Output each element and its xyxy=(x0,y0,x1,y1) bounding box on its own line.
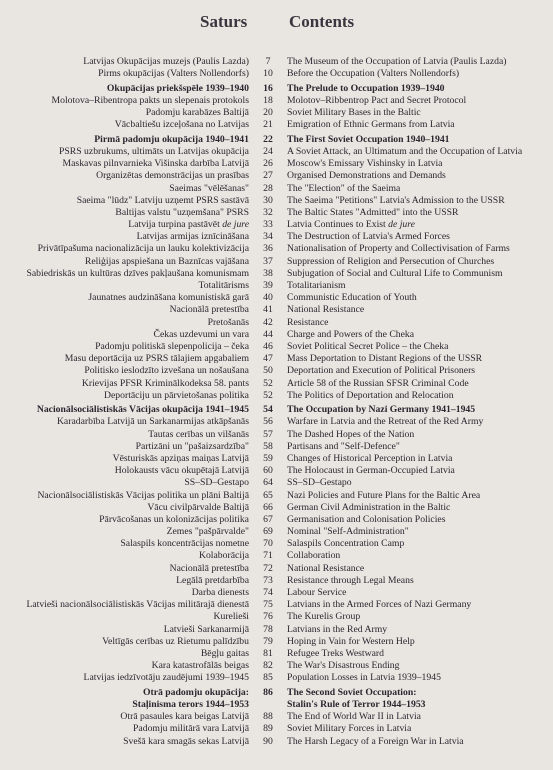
toc-entry xyxy=(0,146,553,158)
toc-entry xyxy=(0,256,553,268)
toc-page-number: 69 xyxy=(263,526,273,538)
toc-entry xyxy=(0,195,553,207)
toc-latvian-title: Latvieši Sarkanarmijā xyxy=(163,623,249,635)
toc-page-number: 44 xyxy=(263,328,273,340)
toc-entry xyxy=(0,672,553,687)
toc-page-number: 37 xyxy=(263,255,273,267)
toc-latvian-title: Latvija turpina pastāvēt de jure xyxy=(128,219,249,231)
toc-entry xyxy=(0,624,553,636)
toc-english-title: Moscow's Emissary Vishinsky in Latvia xyxy=(287,158,443,170)
toc-entry xyxy=(0,538,553,550)
toc-english-title: Organised Demonstrations and Demands xyxy=(287,170,446,182)
toc-section-heading xyxy=(0,134,553,146)
toc-english-title: Germanisation and Colonisation Policies xyxy=(287,513,446,525)
toc-page-number: 54 xyxy=(263,404,273,416)
toc-english-title: Latvians in the Red Army xyxy=(287,623,388,635)
toc-entry xyxy=(0,268,553,280)
toc-section-heading xyxy=(0,687,553,699)
toc-english-title: The Prelude to Occupation 1939–1940 xyxy=(287,82,445,94)
table-of-contents xyxy=(0,56,553,748)
toc-page-number: 47 xyxy=(263,353,273,365)
english-heading: Contents xyxy=(289,12,355,31)
toc-page-number: 38 xyxy=(263,267,273,279)
toc-english-title: Latvians in the Armed Forces of Nazi Germany xyxy=(287,599,472,611)
toc-page-number: 46 xyxy=(263,340,273,352)
toc-english-title: Warfare in Latvia and the Retreat of the Red Army xyxy=(287,416,484,428)
toc-english-title: National Resistance xyxy=(287,304,365,316)
toc-latvian-title: Vēsturiskās apziņas maiņas Latvijā xyxy=(112,452,249,464)
toc-page-number: 75 xyxy=(263,599,273,611)
toc-latvian-title: Legālā pretdarbība xyxy=(176,574,249,586)
toc-entry xyxy=(0,317,553,329)
toc-page-number: 88 xyxy=(263,711,273,723)
toc-latvian-title: Kurelieši xyxy=(213,611,249,623)
toc-english-title: The Dashed Hopes of the Nation xyxy=(287,428,415,440)
toc-latvian-title: Sabiedriskās un kultūras dzīves pakļaušana komunismam xyxy=(26,267,249,279)
toc-latvian-title: Pirms okupācijas (Valters Nollendorfs) xyxy=(98,68,249,80)
toc-entry xyxy=(0,158,553,170)
toc-page-number: 21 xyxy=(263,119,273,131)
toc-latvian-title: Masu deportācija uz PSRS tālajiem apgabaliem xyxy=(64,353,249,365)
toc-page-number: 42 xyxy=(263,316,273,328)
toc-entry xyxy=(0,611,553,623)
toc-page-number: 82 xyxy=(263,660,273,672)
toc-english-title: Emigration of Ethnic Germans from Latvia xyxy=(287,119,455,131)
toc-english-title: Labour Service xyxy=(287,587,347,598)
toc-english-title: The Saeima "Petitions" Latvia's Admission to the USSR xyxy=(287,194,505,206)
toc-latvian-title: Staļinisma terors 1944–1953 xyxy=(132,699,249,710)
toc-english-title: The Second Soviet Occupation: xyxy=(287,686,417,698)
toc-entry xyxy=(0,304,553,316)
toc-english-title: Stalin's Rule of Terror 1944–1953 xyxy=(287,699,426,710)
toc-entry xyxy=(0,365,553,377)
toc-latvian-title: Nacionālā pretestība xyxy=(169,562,249,574)
toc-entry xyxy=(0,207,553,219)
toc-entry xyxy=(0,280,553,292)
toc-entry xyxy=(0,219,553,231)
toc-english-title: Resistance through Legal Means xyxy=(287,574,414,586)
toc-page-number: 30 xyxy=(263,194,273,206)
toc-page-number: 33 xyxy=(263,219,273,231)
toc-english-title: The Holocaust in German-Occupied Latvia xyxy=(287,465,455,477)
toc-english-title: The Politics of Deportation and Relocation xyxy=(287,389,454,401)
toc-latvian-title: SS–SD–Gestapo xyxy=(184,477,249,489)
toc-entry xyxy=(0,341,553,353)
toc-latvian-title: Saeimas "vēlēšanas" xyxy=(169,182,249,194)
toc-page-number: 89 xyxy=(263,723,273,735)
toc-page-number: 76 xyxy=(263,611,273,623)
toc-page-number: 90 xyxy=(263,735,273,747)
toc-page-number: 58 xyxy=(263,440,273,452)
toc-latvian-title: Veltīgās cerības uz Rietumu palīdzību xyxy=(102,635,249,647)
toc-entry xyxy=(0,514,553,526)
toc-english-title: Nazi Policies and Future Plans for the Baltic Area xyxy=(287,489,481,501)
toc-section-heading xyxy=(0,404,553,416)
toc-latvian-title: Latvieši nacionālsociālistiskās Vācijas militārajā dienestā xyxy=(26,599,249,611)
toc-latvian-title: Molotova–Ribentropa pakts un slepenais protokols xyxy=(51,94,249,106)
toc-latvian-title: Vācbaltiešu izceļošana no Latvijas xyxy=(114,119,249,131)
toc-latvian-title: Otrā padomju okupācija: xyxy=(142,686,249,698)
toc-entry xyxy=(0,378,553,390)
toc-entry xyxy=(0,231,553,243)
toc-page-number: 27 xyxy=(263,170,273,182)
toc-english-title: Population Losses in Latvia 1939–1945 xyxy=(287,672,441,684)
toc-latvian-title: Reliģijas apspiešana un Baznīcas vajāšana xyxy=(84,255,249,267)
toc-latvian-title: Latvijas Okupācijas muzejs (Paulis Lazda) xyxy=(83,56,249,67)
toc-latvian-title: Saeima "lūdz" Latviju uzņemt PSRS sastāvā xyxy=(76,194,249,206)
toc-page-number: 85 xyxy=(263,672,273,684)
toc-entry xyxy=(0,68,553,83)
toc-latvian-title: Svešā kara smagās sekas Latvijā xyxy=(123,735,249,747)
toc-english-title: A Soviet Attack, an Ultimatum and the Occupation of Latvia xyxy=(287,145,523,157)
toc-entry xyxy=(0,563,553,575)
toc-page-number: 24 xyxy=(263,145,273,157)
toc-english-title: SS–SD–Gestapo xyxy=(287,477,352,489)
toc-english-title: Hoping in Vain for Western Help xyxy=(287,635,415,647)
toc-latvian-title: Kolaborācija xyxy=(198,550,249,562)
toc-page-number: 66 xyxy=(263,501,273,513)
toc-english-title: Communistic Education of Youth xyxy=(287,292,417,304)
toc-english-title: Changes of Historical Perception in Latvia xyxy=(287,452,453,464)
toc-english-title: Deportation and Execution of Political Prisoners xyxy=(287,365,476,377)
toc-latvian-title: Padomju militārā vara Latvijā xyxy=(133,723,249,735)
toc-english-title: The "Election" of the Saeima xyxy=(287,182,401,194)
toc-page-number: 81 xyxy=(263,647,273,659)
toc-page-number: 57 xyxy=(263,428,273,440)
toc-entry xyxy=(0,183,553,195)
toc-entry xyxy=(0,587,553,599)
toc-english-title: Suppression of Religion and Persecution of Churches xyxy=(287,255,495,267)
toc-latvian-title: Zemes "pašpārvalde" xyxy=(166,526,249,538)
toc-english-title: Subjugation of Social and Cultural Life to Communism xyxy=(287,267,503,279)
toc-english-title: Mass Deportation to Distant Regions of the USSR xyxy=(287,353,483,365)
toc-latvian-title: Pirmā padomju okupācija 1940–1941 xyxy=(94,133,249,145)
toc-entry xyxy=(0,292,553,304)
toc-page-number: 73 xyxy=(263,574,273,586)
toc-entry xyxy=(0,95,553,107)
toc-latvian-title: Partizāni un "pašaizsardzība" xyxy=(135,440,249,452)
toc-latvian-title: Okupācijas priekšspēle 1939–1940 xyxy=(106,82,249,94)
toc-latvian-title: Vācu civilpārvalde Baltijā xyxy=(147,501,249,513)
toc-english-title: Molotov–Ribbentrop Pact and Secret Protocol xyxy=(287,94,467,106)
toc-english-title: The Kurelis Group xyxy=(287,611,361,623)
toc-english-title: Charge and Powers of the Cheka xyxy=(287,328,415,340)
toc-entry xyxy=(0,170,553,182)
toc-latvian-title: Latvijas iedzīvotāju zaudējumi 1939–1945 xyxy=(83,672,249,684)
toc-page-number: 41 xyxy=(263,304,273,316)
toc-page-number: 22 xyxy=(263,133,273,145)
toc-page-number: 40 xyxy=(263,292,273,304)
toc-latvian-title: Politisko ieslodzīto izvešana un nošaušana xyxy=(84,365,249,377)
toc-english-title: Totalitarianism xyxy=(287,280,346,291)
toc-latvian-title: Kara katastrofālās beigas xyxy=(151,660,249,672)
toc-page-number: 74 xyxy=(263,587,273,598)
toc-english-title: Article 58 of the Russian SFSR Criminal Code xyxy=(287,377,469,389)
toc-english-title: National Resistance xyxy=(287,562,365,574)
toc-page-number: 16 xyxy=(263,82,273,94)
toc-latvian-title: Čekas uzdevumi un vara xyxy=(153,328,249,340)
toc-entry xyxy=(0,107,553,119)
toc-page-number: 86 xyxy=(263,686,273,698)
toc-latvian-title: Nacionālsociālistiskās Vācijas politika un plāni Baltijā xyxy=(37,489,249,501)
toc-entry xyxy=(0,243,553,255)
toc-latvian-title: Holokausts vācu okupētajā Latvijā xyxy=(114,465,249,477)
latvian-heading: Saturs xyxy=(200,12,248,31)
toc-latvian-title: Tautas cerības un vilšanās xyxy=(148,428,249,440)
toc-page-number: 59 xyxy=(263,452,273,464)
toc-page-number: 52 xyxy=(263,389,273,401)
toc-entry xyxy=(0,56,553,68)
toc-entry xyxy=(0,465,553,477)
toc-english-title: Collaboration xyxy=(287,550,341,562)
toc-entry xyxy=(0,502,553,514)
toc-entry xyxy=(0,329,553,341)
toc-page-number: 36 xyxy=(263,243,273,255)
toc-latvian-title: Privātīpašuma nacionalizācija un lauku kolektivizācija xyxy=(37,243,249,255)
toc-latvian-title: Latvijas armijas iznīcināšana xyxy=(136,231,249,243)
toc-entry xyxy=(0,490,553,502)
toc-latvian-title: Organizētas demonstrācijas un prasības xyxy=(96,170,249,182)
toc-entry xyxy=(0,119,553,134)
toc-latvian-title: Bēgļu gaitas xyxy=(200,647,249,659)
toc-latvian-title: Krievijas PFSR Kriminālkodeksa 58. pants xyxy=(81,377,249,389)
toc-entry xyxy=(0,477,553,489)
toc-latvian-title: Pārvācošanas un kolonizācijas politika xyxy=(99,513,249,525)
toc-page-number: 26 xyxy=(263,158,273,170)
toc-entry xyxy=(0,599,553,611)
toc-entry xyxy=(0,526,553,538)
toc-entry xyxy=(0,429,553,441)
toc-english-title: German Civil Administration in the Baltic xyxy=(287,501,451,513)
toc-entry xyxy=(0,575,553,587)
toc-page-number: 7 xyxy=(265,56,271,67)
toc-entry xyxy=(0,660,553,672)
toc-latvian-title: Deportāciju un pārvietošanas politika xyxy=(103,389,249,401)
toc-latvian-title: PSRS uzbrukums, ultimāts un Latvijas okupācija xyxy=(59,145,249,157)
toc-page-number: 70 xyxy=(263,538,273,550)
toc-english-title: The Destruction of Latvia's Armed Forces xyxy=(287,231,450,243)
toc-entry xyxy=(0,636,553,648)
toc-latvian-title: Karadarbība Latvijā un Sarkanarmijas atkāpšanās xyxy=(56,416,249,428)
toc-english-title: Soviet Political Secret Police – the Cheka xyxy=(287,340,449,352)
toc-latvian-title: Darba dienests xyxy=(191,587,249,598)
toc-english-title: Refugee Treks Westward xyxy=(287,647,384,659)
toc-section-heading xyxy=(0,699,553,711)
toc-section-heading xyxy=(0,83,553,95)
toc-page-number: 67 xyxy=(263,513,273,525)
toc-english-title: The Occupation by Nazi Germany 1941–1945 xyxy=(287,404,476,416)
toc-latvian-title: Totalitārisms xyxy=(198,280,249,291)
toc-entry xyxy=(0,416,553,428)
toc-page-number: 20 xyxy=(263,107,273,119)
toc-entry xyxy=(0,711,553,723)
toc-page-number: 65 xyxy=(263,489,273,501)
toc-page-number: 34 xyxy=(263,231,273,243)
toc-page-number: 28 xyxy=(263,182,273,194)
toc-english-title: Latvia Continues to Exist de jure xyxy=(287,219,415,231)
toc-english-title: The Museum of the Occupation of Latvia (Paulis Lazda) xyxy=(287,56,507,67)
toc-page-number: 39 xyxy=(263,280,273,291)
toc-english-title: Before the Occupation (Valters Nollendorfs) xyxy=(287,68,460,80)
toc-page-number: 50 xyxy=(263,365,273,377)
toc-page-number: 72 xyxy=(263,562,273,574)
toc-latvian-title: Maskavas pilnvarnieka Višinska darbība Latvijā xyxy=(62,158,249,170)
toc-entry xyxy=(0,353,553,365)
toc-latvian-title: Padomju politiskā slepenpolicija – čeka xyxy=(95,340,249,352)
toc-english-title: The End of World War II in Latvia xyxy=(287,711,421,723)
toc-latvian-title: Padomju karabāzes Baltijā xyxy=(145,107,249,119)
toc-english-title: Resistance xyxy=(287,316,329,328)
toc-page-number: 32 xyxy=(263,206,273,218)
toc-entry xyxy=(0,723,553,735)
toc-latvian-title: Otrā pasaules kara beigas Latvijā xyxy=(120,711,249,723)
toc-entry xyxy=(0,453,553,465)
toc-latvian-title: Jaunatnes audzināšana komunistiskā garā xyxy=(88,292,249,304)
toc-page-number: 56 xyxy=(263,416,273,428)
toc-entry xyxy=(0,648,553,660)
toc-english-title: The Harsh Legacy of a Foreign War in Latvia xyxy=(287,735,464,747)
toc-page-number: 71 xyxy=(263,550,273,562)
toc-latvian-title: Baltijas valstu "uzņemšana" PSRS xyxy=(115,206,249,218)
toc-entry xyxy=(0,390,553,405)
toc-latvian-title: Salaspils koncentrācijas nometne xyxy=(120,538,249,550)
toc-english-title: The Baltic States "Admitted" into the USSR xyxy=(287,206,459,218)
toc-english-title: Nominal "Self-Administration" xyxy=(287,526,409,538)
toc-latvian-title: Pretošanās xyxy=(207,316,249,328)
toc-english-title: Soviet Military Bases in the Baltic xyxy=(287,107,421,119)
toc-english-title: The First Soviet Occupation 1940–1941 xyxy=(287,133,450,145)
toc-english-title: Partisans and "Self-Defence" xyxy=(287,440,400,452)
toc-page-number: 60 xyxy=(263,465,273,477)
toc-page-number: 78 xyxy=(263,623,273,635)
toc-english-title: Nationalisation of Property and Collectivisation of Farms xyxy=(287,243,510,255)
toc-latvian-title: Nacionālsociālistiskās Vācijas okupācija 1941–1945 xyxy=(36,404,249,416)
toc-page-number: 79 xyxy=(263,635,273,647)
toc-english-title: The War's Disastrous Ending xyxy=(287,660,400,672)
toc-entry xyxy=(0,550,553,562)
toc-page-number: 10 xyxy=(263,68,273,80)
toc-latvian-title: Nacionālā pretestība xyxy=(169,304,249,316)
toc-page-number: 52 xyxy=(263,377,273,389)
toc-entry xyxy=(0,736,553,748)
toc-entry xyxy=(0,441,553,453)
toc-page-number: 64 xyxy=(263,477,273,489)
toc-english-title: Soviet Military Forces in Latvia xyxy=(287,723,412,735)
toc-english-title: Salaspils Concentration Camp xyxy=(287,538,405,550)
toc-page-number: 18 xyxy=(263,94,273,106)
